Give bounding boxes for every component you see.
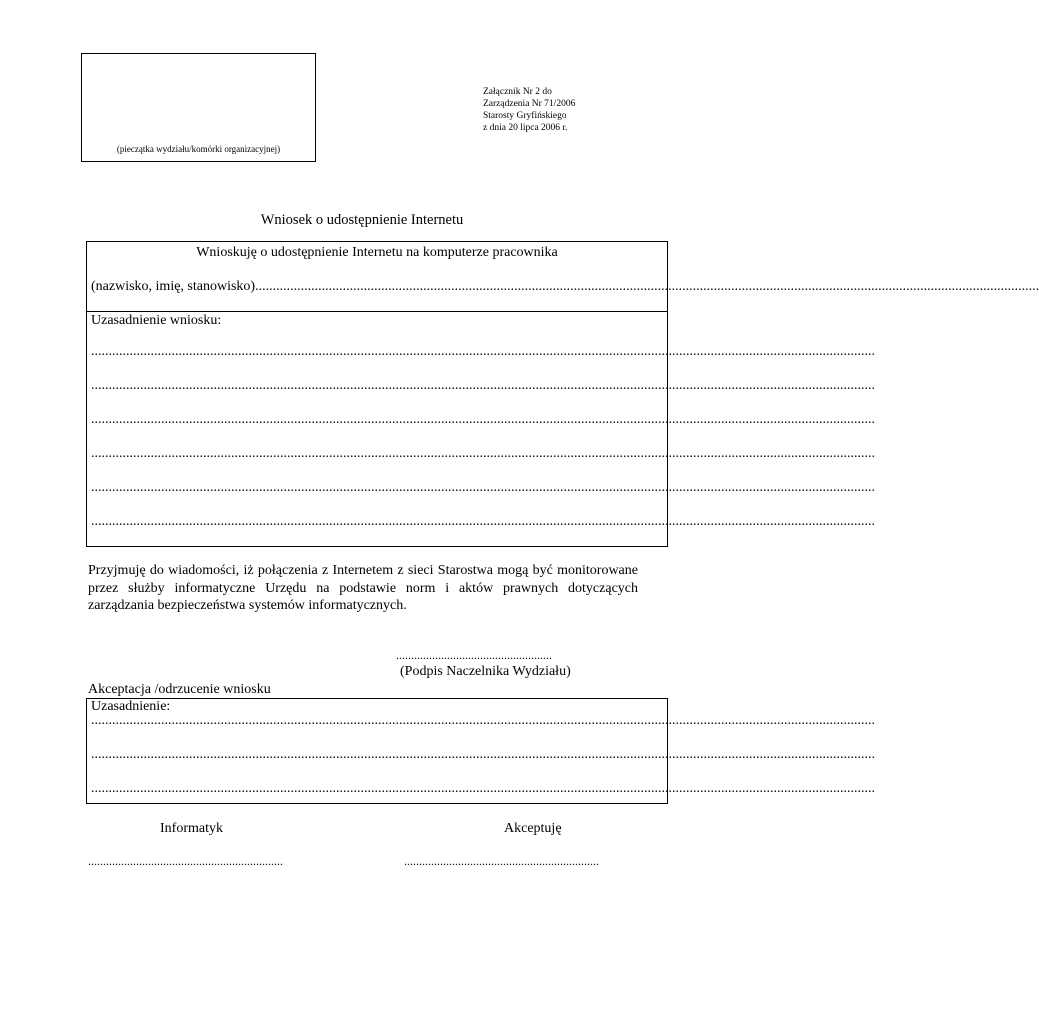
stamp-caption: (pieczątka wydziału/komórki organizacyjnej) — [116, 144, 281, 154]
justification-line[interactable]: ................................................................................................................................................................................................................................ — [91, 378, 875, 393]
stamp-box — [81, 53, 316, 162]
monitoring-statement: Przyjmuję do wiadomości, iż połączenia z Internetem z sieci Starostwa mogą być monitorowane przez służby informatyczne Urzędu na podstawie norm i aktów prawnych dotyczących zarządzania bezpieczeństwa systemów informatycznych. — [88, 563, 638, 613]
annex-line-2: Zarządzenia Nr 71/2006 — [483, 99, 576, 109]
annex-line-1: Załącznik Nr 2 do — [483, 87, 552, 97]
it-specialist-label: Informatyk — [160, 821, 223, 836]
name-field-dots: ................................................................................................................................................................................................................................ — [255, 279, 1039, 294]
acceptance-box — [86, 698, 875, 804]
it-specialist-signature-line[interactable]: ................................................................. — [88, 854, 283, 868]
annex-line-3: Starosty Gryfińskiego — [483, 111, 567, 121]
head-signature-label: (Podpis Naczelnika Wydziału) — [400, 664, 571, 679]
acceptance-heading: Akceptacja /odrzucenie wniosku — [88, 682, 271, 697]
annex-line-4: z dnia 20 lipca 2006 r. — [483, 123, 568, 133]
name-field-label: (nazwisko, imię, stanowisko) — [91, 279, 256, 294]
acceptance-justification-label: Uzasadnienie: — [91, 699, 171, 714]
annex-note — [483, 86, 575, 134]
name-field[interactable] — [91, 279, 1039, 295]
document-title: Wniosek o udostępnienie Internetu — [260, 212, 464, 228]
request-separator — [87, 311, 667, 312]
justification-label: Uzasadnienie wniosku: — [91, 313, 222, 328]
justification-line[interactable]: ................................................................................................................................................................................................................................ — [91, 514, 875, 529]
justification-line[interactable]: ................................................................................................................................................................................................................................ — [91, 446, 875, 461]
justification-line[interactable]: ................................................................................................................................................................................................................................ — [91, 412, 875, 427]
approval-label: Akceptuję — [504, 821, 562, 836]
request-text: Wnioskuję o udostępnienie Internetu na komputerze pracownika — [196, 245, 558, 260]
head-signature-line[interactable]: .................................................... — [396, 648, 552, 662]
request-box — [86, 241, 1039, 547]
justification-line[interactable]: ................................................................................................................................................................................................................................ — [91, 480, 875, 495]
acceptance-line[interactable]: ................................................................................................................................................................................................................................ — [91, 747, 875, 762]
acceptance-line[interactable]: ................................................................................................................................................................................................................................ — [91, 713, 875, 728]
justification-line[interactable]: ................................................................................................................................................................................................................................ — [91, 344, 875, 359]
acceptance-line[interactable]: ................................................................................................................................................................................................................................ — [91, 781, 875, 796]
approval-signature-line[interactable]: ................................................................. — [404, 854, 599, 868]
